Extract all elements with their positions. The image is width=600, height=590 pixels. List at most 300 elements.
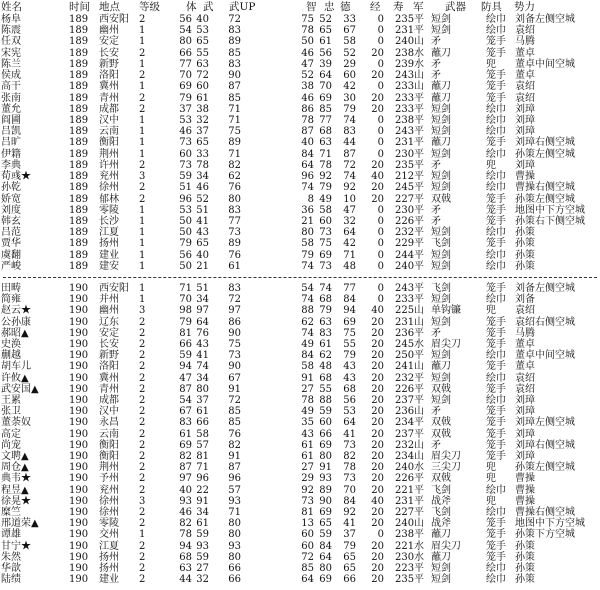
cell-time: 190 <box>69 361 89 373</box>
cell-name: 武安国▲ <box>1 383 39 395</box>
cell-martial-up: 93 <box>228 495 241 507</box>
cell-lifespan: 238 <box>395 114 415 126</box>
cell-armor: 兜 <box>486 159 496 171</box>
cell-army: 平 <box>414 215 424 227</box>
cell-martial-up: 85 <box>228 92 241 104</box>
cell-location: 汉中 <box>99 406 119 418</box>
cell-name: 赵云★ <box>1 305 31 317</box>
cell-armor: 笼手 <box>486 540 506 552</box>
cell-lifespan: 233 <box>395 103 415 115</box>
cell-martial-up: 91 <box>228 451 241 462</box>
cell-armor: 笼手 <box>486 428 506 440</box>
cell-loyalty: 93 <box>319 473 332 485</box>
cell-level: 2 <box>139 193 146 205</box>
cell-experience: 20 <box>371 339 384 350</box>
cell-time: 190 <box>69 350 89 362</box>
cell-weapon: 矛 <box>431 36 441 48</box>
cell-level: 2 <box>139 47 146 59</box>
cell-body: 97 <box>179 473 192 485</box>
cell-loyalty: 78 <box>319 159 332 171</box>
cell-body: 79 <box>179 316 192 328</box>
cell-experience: 20 <box>371 159 384 171</box>
cell-experience: 20 <box>371 350 384 362</box>
cell-army: 平 <box>414 283 424 294</box>
header-time: 时间 <box>69 1 90 13</box>
cell-level: 2 <box>139 70 146 82</box>
cell-name: 李典 <box>1 159 21 171</box>
cell-lifespan: 233 <box>395 92 415 104</box>
cell-faction: 孙策 <box>515 574 535 586</box>
table-row <box>0 339 600 351</box>
cell-virtue: 44 <box>343 137 356 149</box>
table-row <box>0 518 600 530</box>
table-row <box>0 473 600 485</box>
cell-armor: 笼手 <box>486 529 506 541</box>
cell-martial-up: 89 <box>228 137 241 149</box>
cell-virtue: 75 <box>343 327 356 339</box>
cell-level: 2 <box>139 451 146 462</box>
cell-body: 37 <box>179 103 192 115</box>
cell-location: 扬州 <box>99 563 119 574</box>
header-lifespan: 寿 <box>393 1 404 13</box>
cell-lifespan: 243 <box>395 283 415 294</box>
cell-virtue: 58 <box>343 36 356 48</box>
cell-faction: 孙策 <box>515 551 535 563</box>
cell-body: 54 <box>179 25 192 37</box>
cell-level: 2 <box>139 507 146 518</box>
cell-lifespan: 245 <box>395 339 415 350</box>
cell-virtue: 82 <box>343 451 356 462</box>
cell-martial: 96 <box>196 473 209 485</box>
cell-armor: 笼手 <box>486 417 506 429</box>
cell-martial-up: 83 <box>228 283 241 294</box>
cell-loyalty: 83 <box>319 327 332 339</box>
cell-virtue: 73 <box>343 439 356 451</box>
cell-lifespan: 227 <box>395 507 415 518</box>
cell-body: 79 <box>179 238 192 250</box>
cell-intellect: 88 <box>301 305 314 317</box>
cell-martial-up: 96 <box>228 473 241 485</box>
cell-location: 江夏 <box>99 227 119 239</box>
cell-martial: 41 <box>196 350 209 362</box>
cell-location: 零陵 <box>99 518 119 530</box>
cell-experience: 0 <box>377 227 384 239</box>
cell-location: 长安 <box>99 47 119 59</box>
cell-martial: 59 <box>196 551 209 563</box>
cell-weapon: 矛 <box>431 204 441 216</box>
cell-experience: 20 <box>371 551 384 563</box>
cell-experience: 0 <box>377 81 384 93</box>
cell-body: 53 <box>179 204 192 216</box>
cell-location: 洛阳 <box>99 361 119 373</box>
cell-intellect: 73 <box>301 495 314 507</box>
cell-body: 87 <box>179 462 192 474</box>
cell-intellect: 72 <box>301 551 314 563</box>
cell-army: 平 <box>414 372 424 384</box>
cell-time: 190 <box>69 428 89 440</box>
cell-location: 郁林 <box>99 193 119 205</box>
cell-intellect: 86 <box>301 103 314 115</box>
cell-loyalty: 64 <box>319 70 332 82</box>
cell-virtue: 87 <box>343 148 356 160</box>
cell-time: 190 <box>69 294 89 306</box>
cell-intellect: 84 <box>301 148 314 160</box>
cell-army: 平 <box>414 529 424 541</box>
cell-faction: 刘璋 <box>515 406 535 418</box>
cell-lifespan: 233 <box>395 294 415 306</box>
header-martial: 武 <box>203 1 214 13</box>
cell-armor: 绘巾 <box>486 182 506 194</box>
cell-martial-up: 89 <box>228 238 241 250</box>
cell-army: 平 <box>414 294 424 306</box>
cell-level: 2 <box>139 383 146 395</box>
header-loyalty: 忠 <box>324 1 335 13</box>
cell-loyalty: 77 <box>319 114 332 126</box>
cell-martial: 61 <box>196 92 209 104</box>
cell-level: 2 <box>139 103 146 115</box>
cell-army: 平 <box>414 383 424 395</box>
cell-virtue: 74 <box>343 171 356 183</box>
cell-location: 冀州 <box>99 81 119 93</box>
cell-army: 平 <box>414 227 424 239</box>
table-row <box>0 451 600 463</box>
cell-lifespan: 234 <box>395 417 415 429</box>
cell-lifespan: 230 <box>395 204 415 216</box>
cell-location: 西安阳 <box>99 14 129 25</box>
cell-experience: 20 <box>371 92 384 104</box>
cell-name: 伊籍 <box>1 148 21 160</box>
cell-body: 87 <box>179 383 192 395</box>
cell-lifespan: 223 <box>395 563 415 574</box>
table-row <box>0 541 600 553</box>
cell-body: 40 <box>179 484 192 496</box>
cell-time: 190 <box>69 439 89 451</box>
cell-name: 高干 <box>1 81 21 93</box>
cell-body: 46 <box>179 507 192 518</box>
cell-weapon: 短剑 <box>431 574 451 586</box>
cell-virtue: 69 <box>343 316 356 328</box>
cell-weapon: 眉尖刀 <box>431 540 461 552</box>
cell-loyalty: 79 <box>319 182 332 194</box>
cell-army: 平 <box>414 25 424 37</box>
cell-time: 190 <box>69 563 89 574</box>
cell-level: 1 <box>139 283 146 294</box>
cell-body: 70 <box>179 70 192 82</box>
cell-army: 平 <box>414 171 424 183</box>
table-row <box>0 171 600 183</box>
cell-level: 3 <box>139 171 146 183</box>
cell-loyalty: 89 <box>319 484 332 496</box>
cell-experience: 0 <box>377 14 384 25</box>
cell-army: 平 <box>414 350 424 362</box>
cell-location: 建安 <box>99 260 119 272</box>
table-row <box>0 14 600 26</box>
table-row <box>0 361 600 373</box>
cell-weapon: 蘸刀 <box>431 137 451 149</box>
cell-intellect: 36 <box>301 204 314 216</box>
cell-army: 平 <box>414 428 424 440</box>
cell-time: 190 <box>69 372 89 384</box>
cell-body: 59 <box>179 171 192 183</box>
cell-intellect: 91 <box>301 372 314 384</box>
cell-name: 吕旷 <box>1 137 21 149</box>
cell-martial: 34 <box>196 507 209 518</box>
cell-time: 189 <box>69 126 89 138</box>
cell-experience: 20 <box>371 372 384 384</box>
cell-army: 平 <box>414 417 424 429</box>
cell-faction: 孙策 <box>515 227 535 239</box>
cell-virtue: 78 <box>343 462 356 474</box>
cell-faction: 孙策下方空城 <box>515 529 575 541</box>
cell-name: 胡车儿 <box>1 361 31 373</box>
cell-loyalty: 58 <box>319 204 332 216</box>
cell-level: 1 <box>139 529 146 541</box>
cell-intellect: 47 <box>301 58 314 70</box>
cell-virtue: 68 <box>343 383 356 395</box>
cell-experience: 20 <box>371 406 384 418</box>
cell-armor: 笼手 <box>486 238 506 250</box>
cell-martial-up: 82 <box>228 159 241 171</box>
cell-time: 189 <box>69 114 89 126</box>
cell-loyalty: 80 <box>319 563 332 574</box>
cell-armor: 绘巾 <box>486 126 506 138</box>
cell-weapon: 双戟 <box>431 383 451 395</box>
cell-virtue: 84 <box>343 294 356 306</box>
cell-martial-up: 57 <box>228 484 241 496</box>
cell-martial: 66 <box>196 417 209 429</box>
cell-location: 衡阳 <box>99 439 119 451</box>
header-intellect: 智 <box>306 1 317 13</box>
table-row <box>0 137 600 149</box>
cell-armor: 兜 <box>486 58 496 70</box>
cell-location: 予州 <box>99 473 119 485</box>
cell-body: 61 <box>179 428 192 440</box>
cell-martial-up: 82 <box>228 439 241 451</box>
cell-armor: 笼手 <box>486 283 506 294</box>
table-row <box>0 317 600 329</box>
cell-level: 2 <box>139 182 146 194</box>
cell-army: 平 <box>414 327 424 339</box>
cell-location: 衡阳 <box>99 137 119 149</box>
cell-intellect: 80 <box>301 227 314 239</box>
cell-intellect: 87 <box>301 126 314 138</box>
cell-experience: 0 <box>377 215 384 227</box>
cell-martial-up: 80 <box>228 518 241 530</box>
cell-martial: 52 <box>196 193 209 205</box>
header-location: 地点 <box>99 1 120 13</box>
cell-experience: 0 <box>377 529 384 541</box>
cell-time: 189 <box>69 238 89 250</box>
cell-body: 44 <box>179 574 192 586</box>
cell-lifespan: 243 <box>395 70 415 82</box>
cell-lifespan: 245 <box>395 182 415 194</box>
cell-virtue: 64 <box>343 227 356 239</box>
cell-experience: 0 <box>377 114 384 126</box>
cell-body: 93 <box>179 495 192 507</box>
cell-armor: 笼手 <box>486 361 506 373</box>
cell-body: 66 <box>179 339 192 350</box>
cell-faction: 刘璋 <box>515 103 535 115</box>
cell-martial-up: 97 <box>228 305 241 317</box>
header-faction: 势力 <box>514 1 535 13</box>
table-row <box>0 417 600 429</box>
header-weapon: 武器 <box>445 1 466 13</box>
cell-virtue: 29 <box>343 58 356 70</box>
cell-martial: 37 <box>196 126 209 138</box>
cell-martial: 34 <box>196 294 209 306</box>
cell-location: 荆州 <box>99 462 119 474</box>
cell-faction: 袁绍 <box>515 92 535 104</box>
cell-martial: 65 <box>196 238 209 250</box>
cell-name: 华歆 <box>1 563 21 574</box>
cell-loyalty: 92 <box>319 171 332 183</box>
cell-army: 平 <box>414 395 424 406</box>
cell-weapon: 短剑 <box>431 148 451 160</box>
cell-body: 94 <box>179 361 192 373</box>
cell-army: 水 <box>414 58 424 70</box>
cell-experience: 20 <box>371 484 384 496</box>
cell-time: 189 <box>69 193 89 205</box>
cell-level: 1 <box>139 204 146 216</box>
cell-experience: 40 <box>371 495 384 507</box>
cell-armor: 笼手 <box>486 439 506 451</box>
cell-experience: 20 <box>371 316 384 328</box>
cell-faction: 孙策 <box>515 540 535 552</box>
cell-armor: 笼手 <box>486 316 506 328</box>
cell-time: 190 <box>69 484 89 496</box>
cell-time: 189 <box>69 227 89 239</box>
cell-experience: 40 <box>371 305 384 317</box>
cell-weapon: 短剑 <box>431 249 451 261</box>
cell-name: 董允 <box>1 103 21 115</box>
cell-loyalty: 65 <box>319 25 332 37</box>
cell-martial-up: 71 <box>228 507 241 518</box>
cell-martial-up: 83 <box>228 58 241 70</box>
cell-location: 徐州 <box>99 182 119 194</box>
cell-body: 50 <box>179 227 192 239</box>
cell-name: 吕范 <box>1 227 21 239</box>
cell-name: 杨阜 <box>1 14 21 25</box>
cell-body: 56 <box>179 249 192 261</box>
cell-experience: 0 <box>377 148 384 160</box>
cell-army: 平 <box>414 103 424 115</box>
cell-weapon: 短剑 <box>431 171 451 183</box>
cell-martial: 34 <box>196 372 209 384</box>
cell-intellect: 43 <box>301 428 314 440</box>
cell-intellect: 58 <box>301 238 314 250</box>
cell-body: 53 <box>179 114 192 126</box>
cell-faction: 曹操 <box>515 484 535 496</box>
cell-name: 郝昭▲ <box>1 327 29 339</box>
cell-martial-up: 73 <box>228 227 241 239</box>
cell-weapon: 短剑 <box>431 372 451 384</box>
cell-faction: 地图中下方空城 <box>515 204 585 216</box>
cell-experience: 20 <box>371 361 384 373</box>
cell-location: 徐州 <box>99 507 119 518</box>
cell-intellect: 81 <box>301 507 314 518</box>
cell-weapon: 短剑 <box>431 350 451 362</box>
cell-time: 190 <box>69 540 89 552</box>
cell-loyalty: 85 <box>319 103 332 115</box>
cell-weapon: 战斧 <box>431 495 451 507</box>
cell-army: 平 <box>414 114 424 126</box>
cell-intellect: 46 <box>301 92 314 104</box>
cell-martial-up: 66 <box>228 563 241 574</box>
cell-faction: 马腾 <box>515 36 535 48</box>
cell-army: 山 <box>414 451 424 462</box>
cell-time: 190 <box>69 451 89 462</box>
cell-intellect: 50 <box>301 36 314 48</box>
cell-armor: 绘巾 <box>486 350 506 362</box>
cell-level: 2 <box>139 395 146 406</box>
cell-loyalty: 70 <box>319 81 332 93</box>
cell-martial: 33 <box>196 148 209 160</box>
cell-lifespan: 238 <box>395 47 415 59</box>
cell-level: 1 <box>139 294 146 306</box>
cell-martial: 40 <box>196 249 209 261</box>
cell-weapon: 短剑 <box>431 395 451 406</box>
cell-name: 严峻 <box>1 260 21 272</box>
cell-body: 96 <box>179 193 192 205</box>
cell-experience: 20 <box>371 327 384 339</box>
cell-martial-up: 76 <box>228 428 241 440</box>
cell-virtue: 77 <box>343 283 356 294</box>
cell-level: 2 <box>139 417 146 429</box>
cell-location: 安定 <box>99 327 119 339</box>
table-row <box>0 126 600 138</box>
cell-body: 50 <box>179 215 192 227</box>
cell-virtue: 55 <box>343 339 356 350</box>
cell-time: 190 <box>69 327 89 339</box>
cell-experience: 0 <box>377 238 384 250</box>
cell-loyalty: 55 <box>319 383 332 395</box>
cell-name: 甘宁★ <box>1 540 31 552</box>
cell-loyalty: 52 <box>319 14 332 25</box>
cell-body: 78 <box>179 529 192 541</box>
cell-armor: 笼手 <box>486 92 506 104</box>
cell-martial-up: 83 <box>228 204 241 216</box>
cell-name: 虞翻 <box>1 249 21 261</box>
cell-virtue: 92 <box>343 507 356 518</box>
table-row <box>0 36 600 48</box>
cell-location: 交州 <box>99 529 119 541</box>
cell-army: 水 <box>414 339 424 350</box>
cell-intellect: 61 <box>301 439 314 451</box>
cell-weapon: 矛 <box>431 439 441 451</box>
cell-virtue: 92 <box>343 182 356 194</box>
cell-weapon: 短剑 <box>431 126 451 138</box>
cell-experience: 20 <box>371 574 384 586</box>
table-row <box>0 507 600 519</box>
cell-martial-up: 89 <box>228 36 241 48</box>
cell-intellect: 8 <box>307 193 314 205</box>
cell-weapon: 短剑 <box>431 563 451 574</box>
cell-time: 190 <box>69 383 89 395</box>
cell-time: 189 <box>69 137 89 149</box>
cell-time: 190 <box>69 462 89 474</box>
cell-location: 幽州 <box>99 305 119 317</box>
cell-weapon: 短剑 <box>431 294 451 306</box>
cell-level: 2 <box>139 428 146 440</box>
cell-location: 成都 <box>99 103 119 115</box>
cell-location: 衡阳 <box>99 451 119 462</box>
cell-loyalty: 60 <box>319 417 332 429</box>
cell-faction: 刘璋 <box>515 451 535 462</box>
cell-weapon: 眉尖刀 <box>431 339 461 350</box>
cell-faction: 袁绍 <box>515 383 535 395</box>
cell-name: 任双 <box>1 36 21 48</box>
table-row <box>0 350 600 362</box>
